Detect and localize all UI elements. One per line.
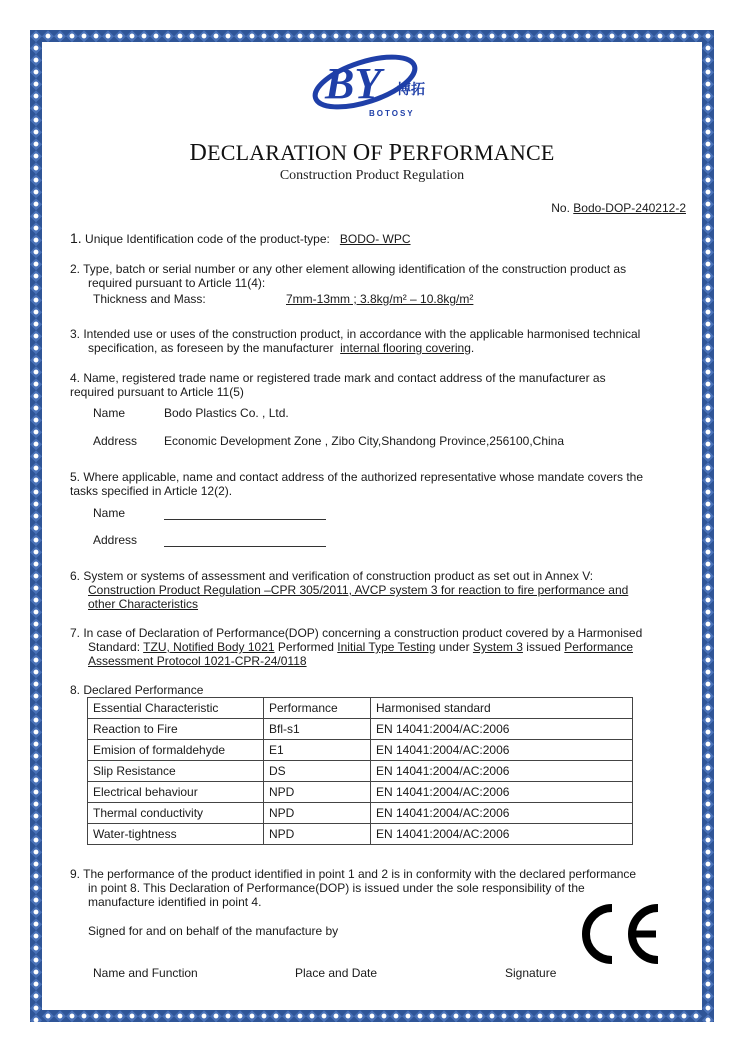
svg-text:博拓: 博拓: [397, 82, 425, 98]
declared-performance-table: [87, 697, 633, 845]
cell-standard: EN 14041:2004/AC:2006: [371, 719, 633, 740]
manufacturer-name: Bodo Plastics Co. , Ltd.: [164, 406, 289, 420]
svg-text:BY: BY: [325, 59, 382, 108]
cell-characteristic: Water-tightness: [88, 824, 264, 845]
name-and-function-label: Name and Function: [93, 966, 198, 980]
cell-standard: EN 14041:2004/AC:2006: [371, 761, 633, 782]
page-title: DECLARATION OF PERFORMANCE: [189, 140, 555, 166]
table-row: [88, 761, 633, 782]
place-and-date-label: Place and Date: [295, 966, 378, 980]
border-bottom: [30, 1010, 714, 1022]
section-2: 2. Type, batch or serial number or any other element allowing identification of the construction product as required pursuant to Article 11(4): Thickness and Mass: 7mm-13mm ; 3.8kg/m² – 10.8kg/m²: [70, 262, 627, 306]
cell-performance: NPD: [264, 824, 371, 845]
section-9: 9. The performance of the product identified in point 1 and 2 is in conformity with the declared performance in point 8. This Declaration of Performance(DOP) is issued under the sole responsibility of the manufacture identified in point 4.: [70, 867, 637, 909]
table-row: [88, 803, 633, 824]
cell-characteristic: Emision of formaldehyde: [88, 740, 264, 761]
section-4: 4. Name, registered trade name or registered trade mark and contact address of the manufacturer as required pursuant to Article 11(5): [70, 371, 606, 399]
cell-standard: EN 14041:2004/AC:2006: [371, 782, 633, 803]
section-6: 6. System or systems of assessment and verification of construction product as set out in Annex V: Construction Product Regulation –CPR 305/2011, AVCP system 3 for reaction to fire performance and other Characteristics: [70, 569, 629, 611]
table-row: [88, 719, 633, 740]
section-5: 5. Where applicable, name and contact address of the authorized representative whose mandate covers the tasks specified in Article 12(2).: [70, 470, 644, 498]
border-top: [30, 30, 714, 42]
cell-characteristic: Slip Resistance: [88, 761, 264, 782]
representative-name-label: Name: [93, 506, 126, 520]
section-3: 3. Intended use or uses of the construction product, in accordance with the applicable harmonised technical specification, as foreseen by the manufacturer internal flooring covering.: [70, 327, 641, 355]
manufacturer-name-label: Name: [93, 406, 126, 420]
page-subtitle: Construction Product Regulation: [279, 168, 465, 183]
cell-performance: NPD: [264, 782, 371, 803]
cell-performance: Bfl-s1: [264, 719, 371, 740]
signature-label: Signature: [505, 966, 557, 980]
manufacturer-address: Economic Development Zone , Zibo City,Shandong Province,256100,China: [164, 434, 565, 448]
company-logo: [305, 52, 440, 122]
manufacturer-address-label: Address: [93, 434, 138, 448]
document-number: No. Bodo-DOP-240212-2: [551, 201, 686, 215]
section-7: 7. In case of Declaration of Performance(DOP) concerning a construction product covered by a Harmonised Standard: TZU, Notified Body 1021 Performed Initial Type Testing under System 3 issued Performance Assessment Protocol 1021-CPR-24/0118: [70, 626, 643, 668]
table-row: [88, 782, 633, 803]
table-row: [88, 740, 633, 761]
cell-performance: E1: [264, 740, 371, 761]
column-header: Essential Characteristic: [88, 698, 264, 719]
cell-performance: DS: [264, 761, 371, 782]
cell-standard: EN 14041:2004/AC:2006: [371, 824, 633, 845]
column-header: Harmonised standard: [371, 698, 633, 719]
cell-standard: EN 14041:2004/AC:2006: [371, 740, 633, 761]
section-8-heading: 8. Declared Performance: [70, 683, 204, 697]
cell-characteristic: Reaction to Fire: [88, 719, 264, 740]
section-1: 1. Unique Identification code of the product-type: BODO- WPC: [70, 230, 411, 246]
table-row: [88, 824, 633, 845]
cell-characteristic: Thermal conductivity: [88, 803, 264, 824]
cell-standard: EN 14041:2004/AC:2006: [371, 803, 633, 824]
table-header-row: [88, 698, 633, 719]
representative-address-blank: [164, 533, 326, 547]
logo-icon: [305, 52, 440, 122]
signed-statement: Signed for and on behalf of the manufacture by: [88, 924, 339, 938]
representative-name-blank: [164, 506, 326, 520]
ce-mark-icon: [578, 904, 662, 964]
svg-text:BOTOSY: BOTOSY: [369, 109, 415, 118]
cell-performance: NPD: [264, 803, 371, 824]
cell-characteristic: Electrical behaviour: [88, 782, 264, 803]
representative-address-label: Address: [93, 533, 138, 547]
column-header: Performance: [264, 698, 371, 719]
